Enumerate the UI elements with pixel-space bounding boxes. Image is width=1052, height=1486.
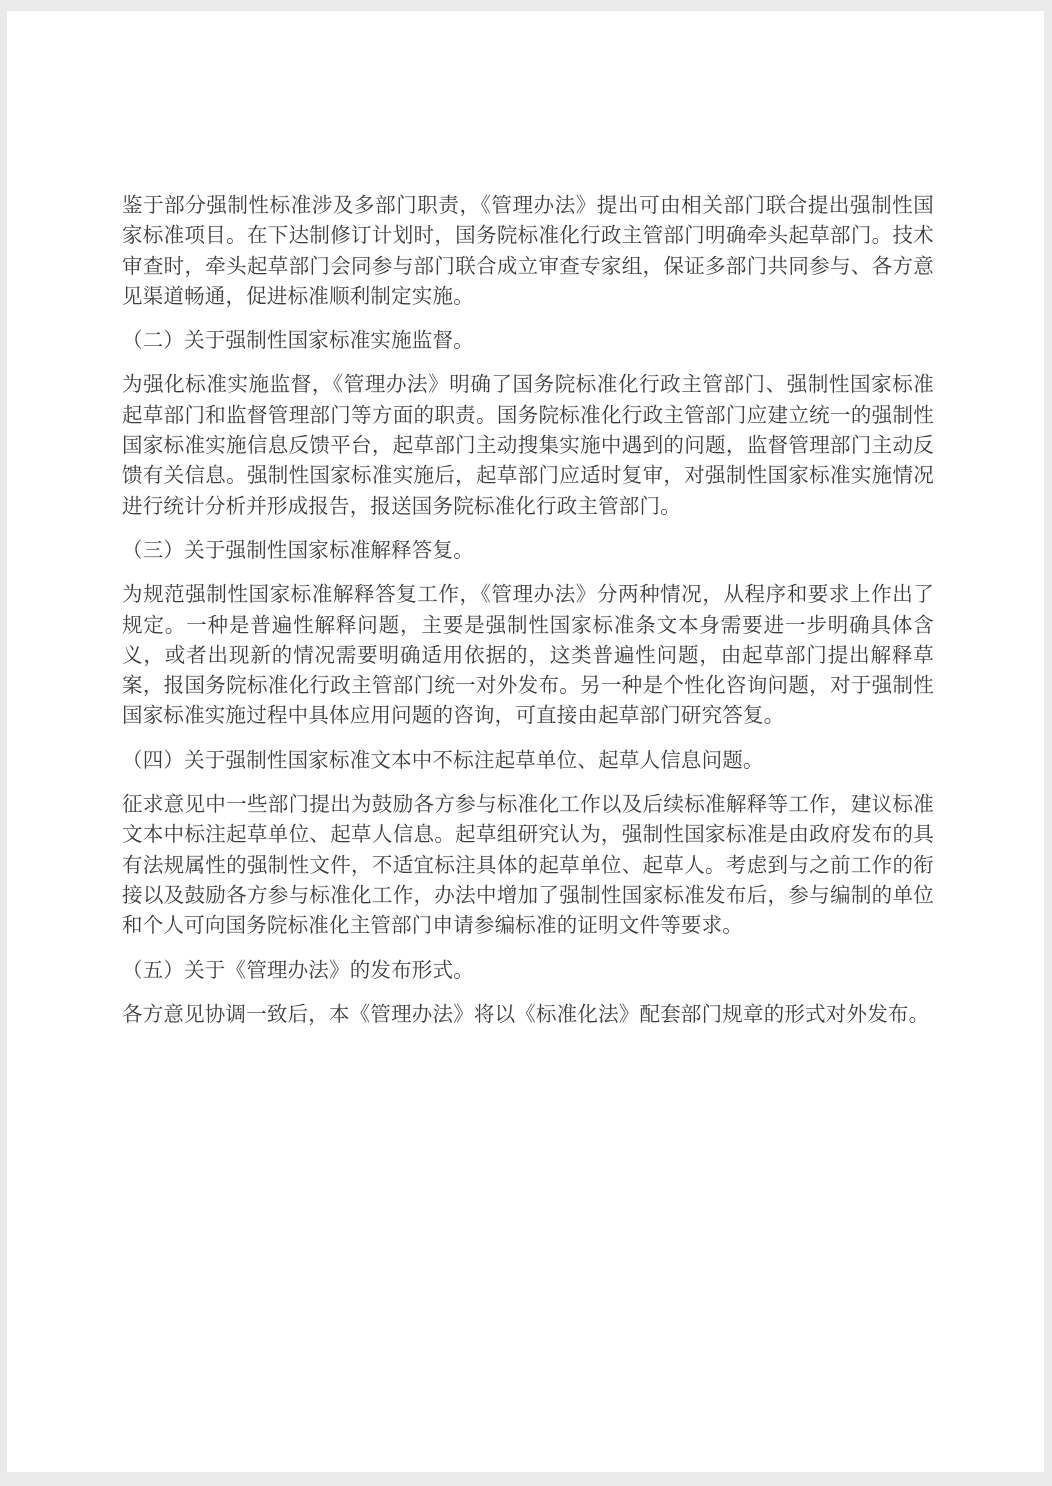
paragraph-1: 鉴于部分强制性标准涉及多部门职责，《管理办法》提出可由相关部门联合提出强制性国家标准项目。在下达制修订计划时，国务院标准化行政主管部门明确牵头起草部门。技术审查时，牵头起草部门会同参与部门联合成立审查专家组，保证多部门共同参与、各方意见渠道畅通，促进标准顺利制定实施。 (122, 195, 934, 308)
paragraph-spacer (122, 356, 934, 370)
section-heading-3: （三）关于强制性国家标准解释答复。 (122, 539, 474, 562)
paragraph-spacer (122, 986, 934, 1000)
document-text-body (122, 191, 934, 1030)
paragraph-5: 各方意见协调一致后，本《管理办法》将以《标准化法》配套部门规章的形式对外发布。 (122, 1003, 930, 1026)
section-heading-5: （五）关于《管理办法》的发布形式。 (122, 959, 474, 982)
document-page (7, 11, 1044, 1472)
paragraph-spacer (122, 776, 934, 790)
paragraph-3: 为规范强制性国家标准解释答复工作，《管理办法》分两种情况，从程序和要求上作出了规定。一种是普遍性解释问题，主要是强制性国家标准条文本身需要进一步明确具体含义，或者出现新的情况需要明确适用依据的，这类普遍性问题，由起草部门提出解释草案，报国务院标准化行政主管部门统一对外发布。另一种是个性化咨询问题，对于强制性国家标准实施过程中具体应用问题的咨询，可直接由起草部门研究答复。 (122, 584, 934, 728)
paragraph-spacer (122, 566, 934, 580)
paragraph-4: 征求意见中一些部门提出为鼓励各方参与标准化工作以及后续标准解释等工作，建议标准文本中标注起草单位、起草人信息。起草组研究认为，强制性国家标准是由政府发布的具有法规属性的强制性文件，不适宜标注具体的起草单位、起草人。考虑到与之前工作的衔接以及鼓励各方参与标准化工作，办法中增加了强制性国家标准发布后，参与编制的单位和个人可向国务院标准化主管部门申请参编标准的证明文件等要求。 (122, 794, 934, 938)
section-heading-2: （二）关于强制性国家标准实施监督。 (122, 330, 474, 353)
paragraph-spacer (122, 312, 934, 326)
paragraph-2: 为强化标准实施监督，《管理办法》明确了国务院标准化行政主管部门、强制性国家标准起草部门和监督管理部门等方面的职责。国务院标准化行政主管部门应建立统一的强制性国家标准实施信息反馈平台，起草部门主动搜集实施中遇到的问题，监督管理部门主动反馈有关信息。强制性国家标准实施后，起草部门应适时复审，对强制性国家标准实施情况进行统计分析并形成报告，报送国务院标准化行政主管部门。 (122, 374, 934, 518)
paragraph-spacer (122, 522, 934, 536)
section-heading-4: （四）关于强制性国家标准文本中不标注起草单位、起草人信息问题。 (122, 749, 764, 772)
paragraph-spacer (122, 732, 934, 746)
paragraph-spacer (122, 942, 934, 956)
